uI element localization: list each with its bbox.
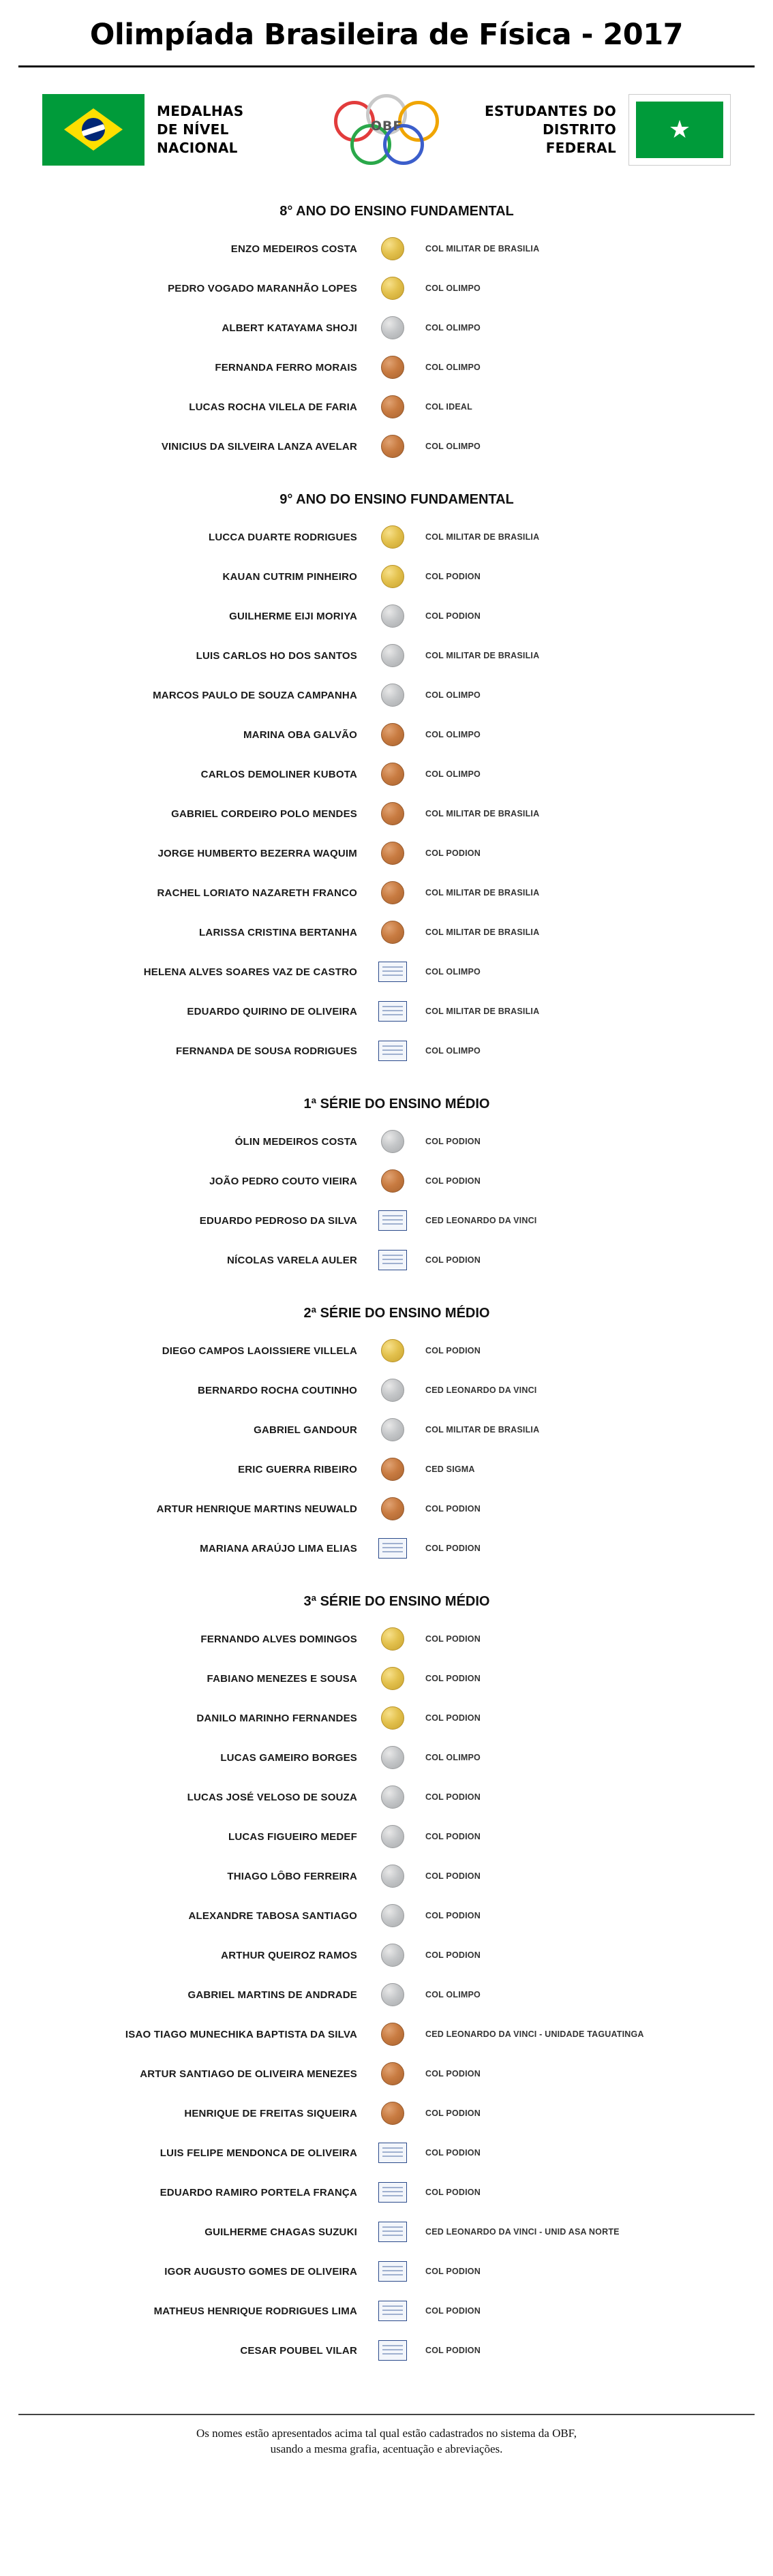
silver-medal-icon [381,684,404,707]
award-cell [368,1667,417,1690]
award-cell [368,2062,417,2085]
school-name: COL PODION [425,1504,481,1514]
bronze-medal-icon [381,1497,404,1520]
result-row [0,1975,773,2014]
result-row [0,1817,773,1856]
result-row [0,636,773,675]
bronze-medal-icon [381,1458,404,1481]
school-name: COL IDEAL [425,402,472,412]
result-row [0,1489,773,1529]
certificate-icon [378,962,407,982]
certificate-icon [378,2340,407,2361]
award-cell [368,2102,417,2125]
school-name: COL OLIMPO [425,690,481,700]
award-cell [368,881,417,904]
section-title: 8° ANO DO ENSINO FUNDAMENTAL [279,204,514,219]
bronze-medal-icon [381,763,404,786]
student-name: DANILO MARINHO FERNANDES [196,1712,357,1724]
result-row [0,596,773,636]
school-name: COL PODION [425,2148,481,2158]
brazil-flag-icon [42,94,145,166]
result-row [0,1370,773,1410]
district-students-label [485,102,616,157]
award-cell [368,1825,417,1848]
result-row [0,1201,773,1240]
school-name: COL PODION [425,1713,481,1723]
result-row [0,913,773,952]
student-name: EDUARDO RAMIRO PORTELA FRANÇA [160,2186,357,2198]
school-name: COL PODION [425,1950,481,1960]
student-name: JORGE HUMBERTO BEZERRA WAQUIM [157,847,357,859]
bronze-medal-icon [381,2023,404,2046]
result-row [0,1331,773,1370]
result-row [0,557,773,596]
result-row [0,1777,773,1817]
school-name: COL PODION [425,1176,481,1186]
silver-medal-icon [381,1944,404,1967]
bronze-medal-icon [381,921,404,944]
award-cell [368,2023,417,2046]
student-name: BERNARDO ROCHA COUTINHO [197,1384,357,1396]
gold-medal-icon [381,565,404,588]
award-cell [368,356,417,379]
result-row [0,427,773,466]
award-cell [368,1418,417,1441]
section-title: 3ª SÉRIE DO ENSINO MÉDIO [303,1594,490,1609]
school-name: COL MILITAR DE BRASILIA [425,244,540,254]
school-name: CED LEONARDO DA VINCI - UNID ASA NORTE [425,2227,620,2237]
award-cell [368,237,417,260]
school-name: COL PODION [425,1871,481,1881]
student-name: GABRIEL MARTINS DE ANDRADE [187,1989,357,2001]
result-row [0,1122,773,1161]
section-rows [0,1331,773,1568]
student-name: FABIANO MENEZES E SOUSA [207,1672,357,1685]
result-row [0,1856,773,1896]
school-name: COL PODION [425,1255,481,1265]
bronze-medal-icon [381,881,404,904]
result-row [0,992,773,1031]
school-name: COL PODION [425,2267,481,2276]
bronze-medal-icon [381,435,404,458]
results-section [0,1097,773,1280]
student-name: DIEGO CAMPOS LAOISSIERE VILLELA [162,1345,357,1357]
result-row [0,833,773,873]
award-cell [368,1627,417,1651]
district-students-line3: FEDERAL [545,139,616,156]
result-row [0,1410,773,1450]
header-band [0,72,773,187]
school-name: COL PODION [425,2346,481,2355]
school-name: COL PODION [425,1137,481,1146]
award-cell [368,1706,417,1730]
student-name: LUCAS FIGUEIRO MEDEF [228,1830,357,1843]
result-row [0,1738,773,1777]
student-name: IGOR AUGUSTO GOMES DE OLIVEIRA [164,2265,357,2278]
student-name: PEDRO VOGADO MARANHÃO LOPES [168,282,357,294]
school-name: COL MILITAR DE BRASILIA [425,1425,540,1435]
school-name: COL MILITAR DE BRASILIA [425,1007,540,1016]
results-section [0,1306,773,1568]
gold-medal-icon [381,1706,404,1730]
school-name: COL OLIMPO [425,442,481,451]
result-row [0,754,773,794]
award-cell [368,1785,417,1809]
award-cell [368,2222,417,2242]
sections-container [0,187,773,2370]
award-cell [368,395,417,418]
school-name: COL MILITAR DE BRASILIA [425,927,540,937]
certificate-icon [378,2301,407,2321]
student-name: MARCOS PAULO DE SOUZA CAMPANHA [153,689,357,701]
school-name: COL MILITAR DE BRASILIA [425,888,540,898]
silver-medal-icon [381,1983,404,2006]
award-cell [368,1169,417,1193]
award-cell [368,1339,417,1362]
school-name: COL PODION [425,572,481,581]
school-name: COL OLIMPO [425,967,481,977]
school-name: COL PODION [425,1792,481,1802]
title-divider [18,65,755,67]
certificate-icon [378,1210,407,1231]
section-title: 9° ANO DO ENSINO FUNDAMENTAL [279,492,514,507]
award-cell [368,2261,417,2282]
student-name: JOÃO PEDRO COUTO VIEIRA [209,1175,357,1187]
certificate-icon [378,1041,407,1061]
section-rows [0,1619,773,2370]
award-cell [368,435,417,458]
gold-medal-icon [381,1667,404,1690]
section-title: 1ª SÉRIE DO ENSINO MÉDIO [303,1097,490,1111]
document-footer [0,2396,773,2481]
award-cell [368,2340,417,2361]
result-row [0,873,773,913]
school-name: COL OLIMPO [425,769,481,779]
national-medals-line1: MEDALHAS [157,102,244,119]
school-name: COL OLIMPO [425,323,481,333]
student-name: LUCAS GAMEIRO BORGES [220,1751,357,1764]
student-name: GABRIEL GANDOUR [254,1424,357,1436]
student-name: FERNANDO ALVES DOMINGOS [200,1633,357,1645]
award-cell [368,1379,417,1402]
award-cell [368,1944,417,1967]
student-name: ISAO TIAGO MUNECHIKA BAPTISTA DA SILVA [125,2028,357,2040]
school-name: COL PODION [425,2109,481,2118]
national-medals-line2: DE NÍVEL [157,121,229,138]
certificate-icon [378,1001,407,1022]
result-row [0,794,773,833]
silver-medal-icon [381,644,404,667]
result-row [0,2291,773,2331]
school-name: COL PODION [425,2188,481,2197]
result-row [0,1031,773,1071]
award-cell [368,277,417,300]
bronze-medal-icon [381,2102,404,2125]
silver-medal-icon [381,1379,404,1402]
result-row [0,348,773,387]
school-name: COL PODION [425,611,481,621]
student-name: ALEXANDRE TABOSA SANTIAGO [188,1910,357,1922]
award-cell [368,1497,417,1520]
result-row [0,1896,773,1935]
student-name: CESAR POUBEL VILAR [240,2344,357,2357]
student-name: HELENA ALVES SOARES VAZ DE CASTRO [143,966,357,978]
award-cell [368,763,417,786]
footer-note-line2: usando a mesma grafia, acentuação e abreviações. [270,2442,503,2455]
result-row [0,1240,773,1280]
student-name: ARTHUR QUEIROZ RAMOS [221,1949,357,1961]
school-name: COL PODION [425,1544,481,1553]
section-title: 2ª SÉRIE DO ENSINO MÉDIO [303,1306,490,1321]
section-rows [0,1122,773,1280]
student-name: ÓLIN MEDEIROS COSTA [234,1135,357,1148]
student-name: THIAGO LÔBO FERREIRA [227,1870,357,1882]
gold-medal-icon [381,237,404,260]
certificate-icon [378,2143,407,2163]
student-name: MATHEUS HENRIQUE RODRIGUES LIMA [153,2305,357,2317]
certificate-icon [378,1538,407,1559]
school-name: COL PODION [425,2306,481,2316]
student-name: GUILHERME CHAGAS SUZUKI [204,2226,357,2238]
silver-medal-icon [381,1130,404,1153]
result-row [0,2252,773,2291]
award-cell [368,604,417,628]
student-name: ENZO MEDEIROS COSTA [230,243,357,255]
award-cell [368,1865,417,1888]
distrito-federal-flag-icon [628,94,731,166]
student-name: LUCAS ROCHA VILELA DE FARIA [189,401,357,413]
school-name: COL OLIMPO [425,1990,481,1999]
district-students-line1: ESTUDANTES DO [485,102,616,119]
result-row [0,1659,773,1698]
results-section [0,204,773,466]
award-cell [368,842,417,865]
gold-medal-icon [381,1339,404,1362]
bronze-medal-icon [381,842,404,865]
silver-medal-icon [381,1746,404,1769]
result-row [0,1161,773,1201]
award-cell [368,525,417,549]
award-cell [368,1210,417,1231]
certificate-icon [378,2261,407,2282]
national-medals-group [15,94,301,166]
award-cell [368,316,417,339]
school-name: COL OLIMPO [425,363,481,372]
result-row [0,1619,773,1659]
result-row [0,2331,773,2370]
national-medals-label [157,102,243,157]
result-row [0,1450,773,1489]
school-name: COL MILITAR DE BRASILIA [425,532,540,542]
student-name: EDUARDO QUIRINO DE OLIVEIRA [187,1005,357,1017]
certificate-icon [378,2222,407,2242]
silver-medal-icon [381,1785,404,1809]
silver-medal-icon [381,316,404,339]
school-name: COL PODION [425,1674,481,1683]
result-row [0,952,773,992]
award-cell [368,1041,417,1061]
obf-rings-icon [329,89,444,170]
student-name: KAUAN CUTRIM PINHEIRO [222,570,357,583]
result-row [0,387,773,427]
student-name: HENRIQUE DE FREITAS SIQUEIRA [184,2107,357,2119]
result-row [0,2173,773,2212]
page-title: Olimpíada Brasileira de Física - 2017 [89,18,684,52]
school-name: COL OLIMPO [425,1753,481,1762]
gold-medal-icon [381,525,404,549]
obf-logo-group [301,89,472,170]
award-cell [368,1983,417,2006]
award-cell [368,684,417,707]
silver-medal-icon [381,604,404,628]
award-cell [368,2143,417,2163]
award-cell [368,921,417,944]
school-name: COL OLIMPO [425,730,481,739]
section-rows [0,229,773,466]
district-students-group [472,94,758,166]
student-name: FERNANDA DE SOUSA RODRIGUES [176,1045,357,1057]
student-name: LUCAS JOSÉ VELOSO DE SOUZA [187,1791,357,1803]
award-cell [368,802,417,825]
student-name: MARIANA ARAÚJO LIMA ELIAS [200,1542,357,1554]
student-name: LUIS CARLOS HO DOS SANTOS [196,649,357,662]
school-name: COL PODION [425,1832,481,1841]
award-cell [368,1001,417,1022]
award-cell [368,1458,417,1481]
silver-medal-icon [381,1418,404,1441]
result-row [0,517,773,557]
school-name: COL PODION [425,1911,481,1920]
award-cell [368,2182,417,2203]
certificate-icon [378,2182,407,2203]
award-cell [368,1538,417,1559]
bronze-medal-icon [381,2062,404,2085]
student-name: VINICIUS DA SILVEIRA LANZA AVELAR [161,440,357,453]
district-students-line2: DISTRITO [543,121,616,138]
award-cell [368,565,417,588]
result-row [0,2054,773,2094]
result-row [0,2133,773,2173]
document-title-bar [0,0,773,59]
award-cell [368,1250,417,1270]
result-row [0,2212,773,2252]
student-name: EDUARDO PEDROSO DA SILVA [199,1214,357,1227]
result-row [0,675,773,715]
national-medals-line3: NACIONAL [157,139,238,156]
footer-note-line1: Os nomes estão apresentados acima tal qual estão cadastrados no sistema da OBF, [196,2427,577,2440]
school-name: CED LEONARDO DA VINCI - UNIDADE TAGUATINGA [425,2029,644,2039]
silver-medal-icon [381,1865,404,1888]
award-cell [368,1746,417,1769]
results-section [0,492,773,1071]
school-name: COL PODION [425,1634,481,1644]
student-name: ARTUR SANTIAGO DE OLIVEIRA MENEZES [140,2068,357,2080]
award-cell [368,1130,417,1153]
result-row [0,1935,773,1975]
school-name: COL PODION [425,1346,481,1355]
bronze-medal-icon [381,802,404,825]
result-row [0,269,773,308]
footer-divider [18,2414,755,2415]
section-rows [0,517,773,1071]
result-row [0,2094,773,2133]
bronze-medal-icon [381,395,404,418]
silver-medal-icon [381,1904,404,1927]
school-name: CED LEONARDO DA VINCI [425,1216,537,1225]
award-cell [368,723,417,746]
result-row [0,2014,773,2054]
result-row [0,1529,773,1568]
student-name: RACHEL LORIATO NAZARETH FRANCO [157,887,357,899]
result-row [0,1698,773,1738]
gold-medal-icon [381,1627,404,1651]
result-row [0,308,773,348]
bronze-medal-icon [381,723,404,746]
award-cell [368,2301,417,2321]
bronze-medal-icon [381,1169,404,1193]
student-name: ALBERT KATAYAMA SHOJI [222,322,357,334]
student-name: LUCCA DUARTE RODRIGUES [208,531,357,543]
student-name: FERNANDA FERRO MORAIS [215,361,357,373]
school-name: CED LEONARDO DA VINCI [425,1385,537,1395]
df-star-icon: ★ [668,115,691,143]
student-name: CARLOS DEMOLINER KUBOTA [200,768,357,780]
student-name: NÍCOLAS VARELA AULER [227,1254,357,1266]
obf-wordmark: OBF [370,119,403,134]
student-name: GABRIEL CORDEIRO POLO MENDES [171,808,357,820]
school-name: COL OLIMPO [425,1046,481,1056]
student-name: LUIS FELIPE MENDONCA DE OLIVEIRA [160,2147,357,2159]
award-cell [368,644,417,667]
student-name: GUILHERME EIJI MORIYA [229,610,357,622]
award-cell [368,962,417,982]
certificate-icon [378,1250,407,1270]
gold-medal-icon [381,277,404,300]
school-name: COL PODION [425,848,481,858]
school-name: COL MILITAR DE BRASILIA [425,809,540,818]
school-name: COL MILITAR DE BRASILIA [425,651,540,660]
results-section [0,1594,773,2370]
student-name: MARINA OBA GALVÃO [243,729,357,741]
silver-medal-icon [381,1825,404,1848]
result-row [0,715,773,754]
bronze-medal-icon [381,356,404,379]
award-cell [368,1904,417,1927]
student-name: LARISSA CRISTINA BERTANHA [199,926,357,938]
student-name: ARTUR HENRIQUE MARTINS NEUWALD [156,1503,357,1515]
student-name: ERIC GUERRA RIBEIRO [238,1463,357,1475]
school-name: COL OLIMPO [425,283,481,293]
result-row [0,229,773,269]
school-name: CED SIGMA [425,1465,475,1474]
school-name: COL PODION [425,2069,481,2079]
